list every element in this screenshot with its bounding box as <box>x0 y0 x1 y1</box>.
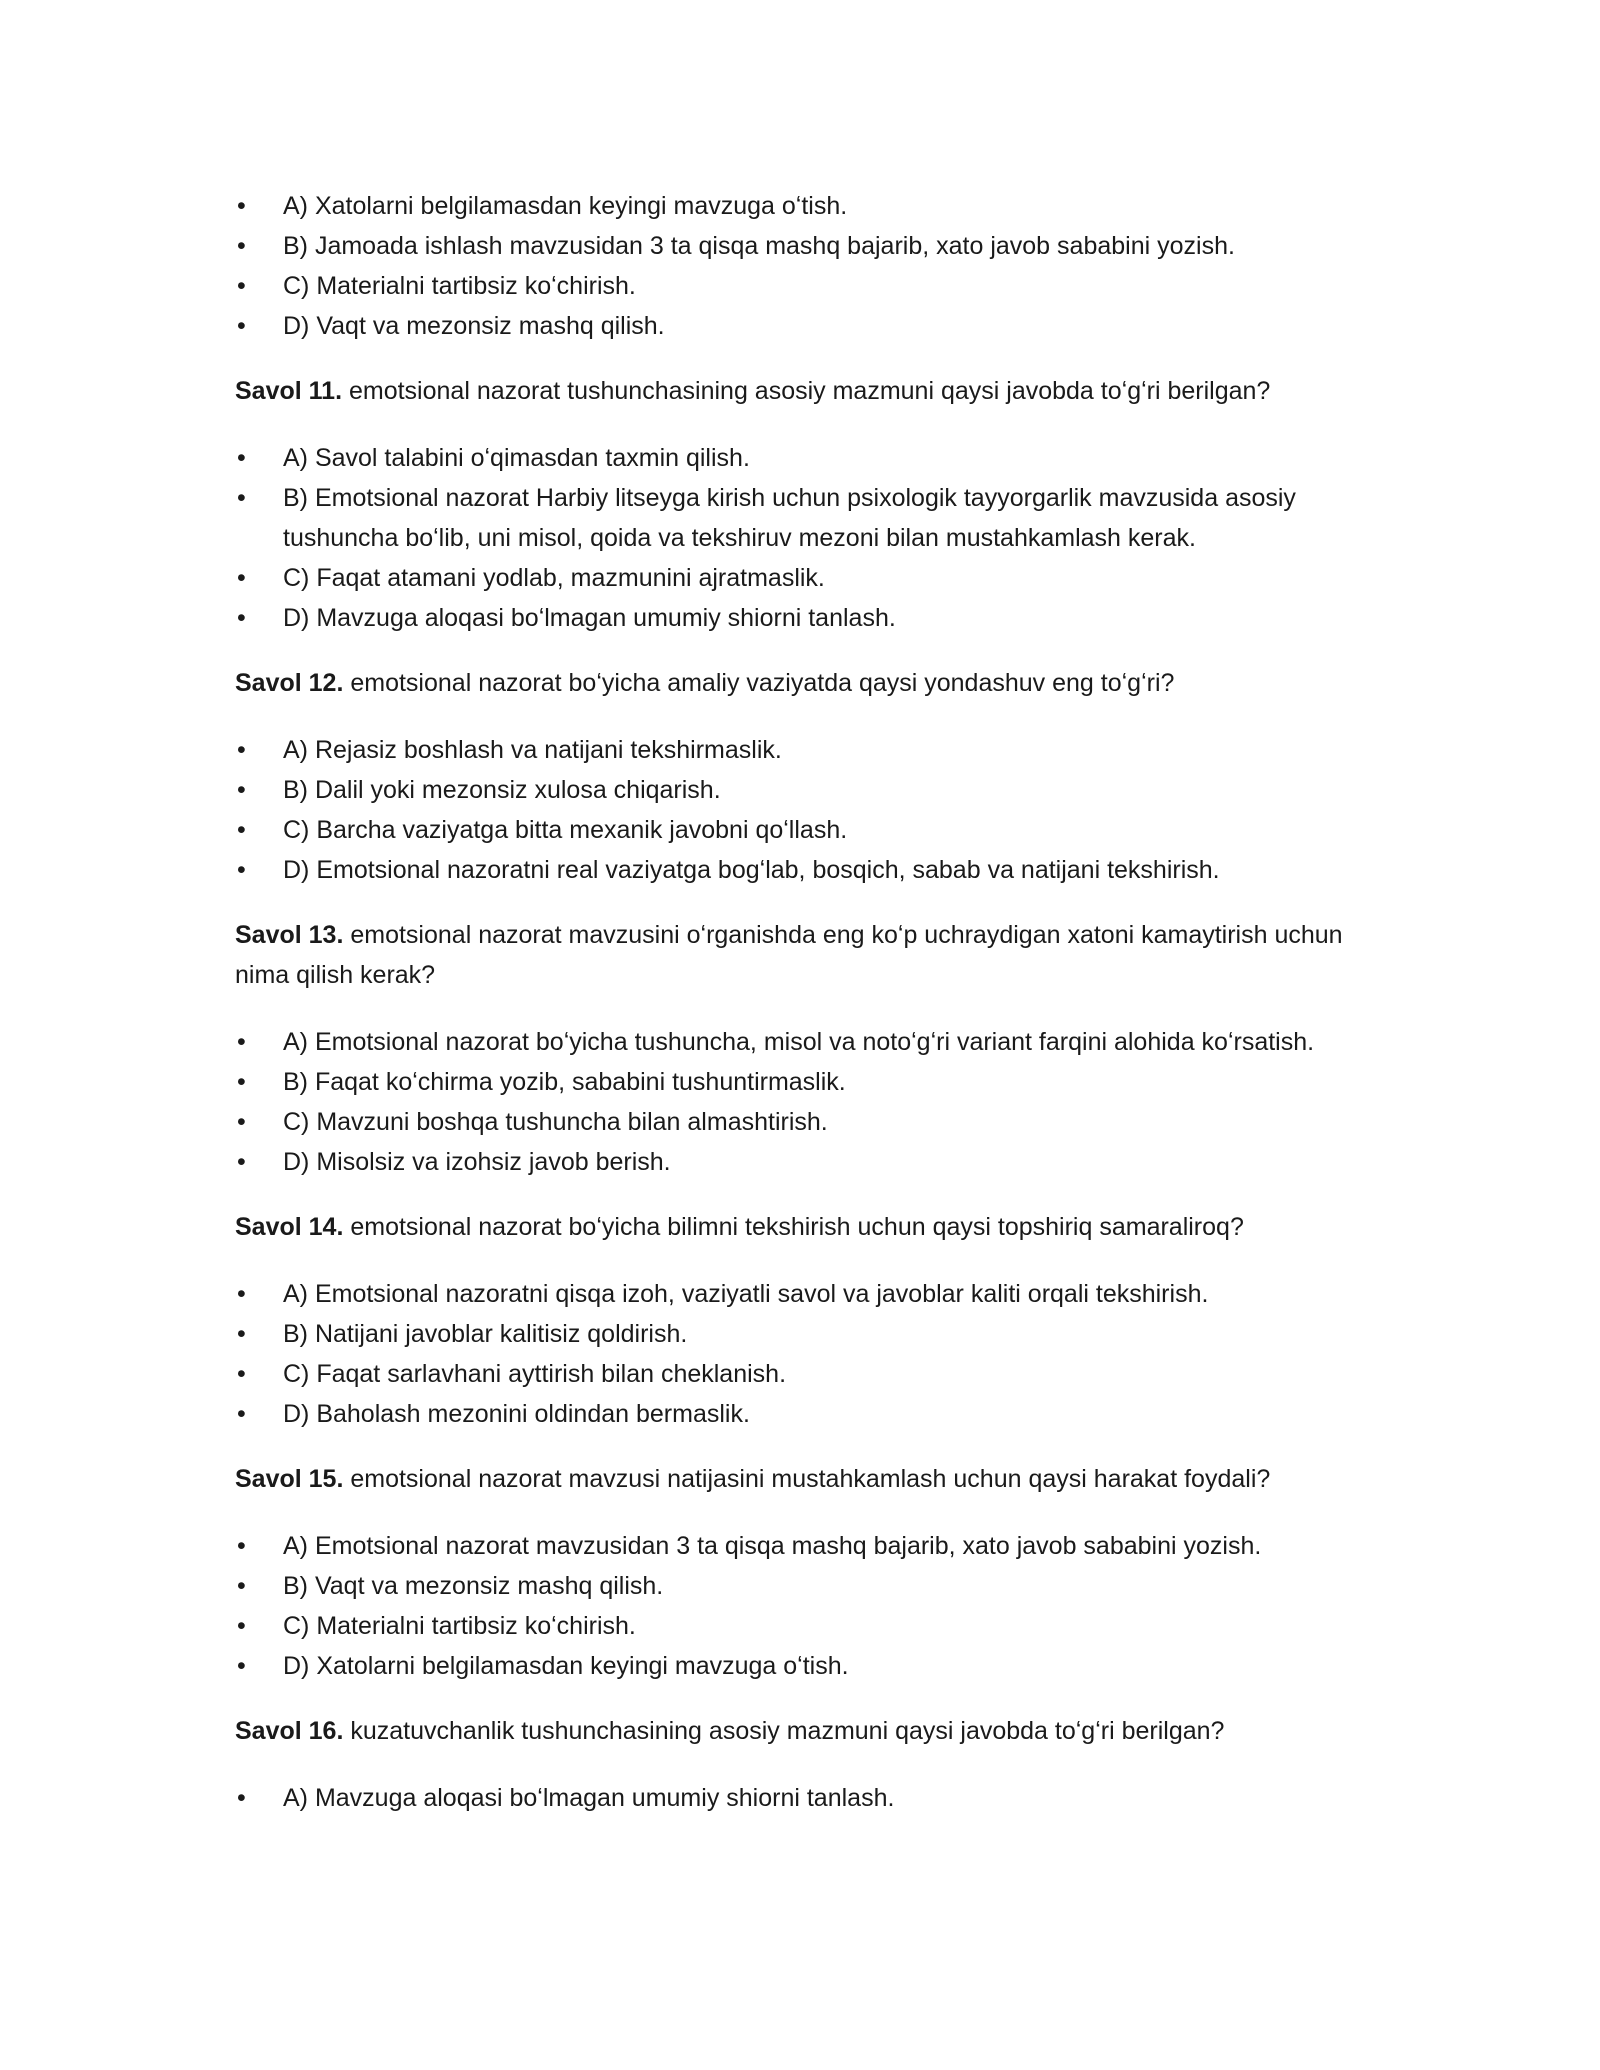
option-item <box>235 478 1365 558</box>
option-list <box>235 1022 1365 1182</box>
option-item <box>235 1526 1365 1566</box>
question-number: Savol 11. <box>235 377 343 405</box>
option-item <box>235 186 1365 226</box>
bullet-icon: • <box>237 1108 246 1136</box>
option-list <box>235 438 1365 638</box>
bullet-icon: • <box>237 564 246 592</box>
bullet-icon: • <box>237 1360 246 1388</box>
question-heading <box>235 1207 1365 1247</box>
option-text: B) Emotsional nazorat Harbiy litseyga kirish uchun psixologik tayyorgarlik mavzusida asosiy tushuncha boʻlib, uni misol, qoida va tekshiruv mezoni bilan mustahkamlash kerak. <box>283 484 1296 552</box>
bullet-icon: • <box>237 736 246 764</box>
option-item <box>235 1274 1365 1314</box>
option-list <box>235 1274 1365 1434</box>
question-number: Savol 15. <box>235 1465 344 1493</box>
question-number: Savol 14. <box>235 1213 344 1241</box>
option-text: C) Faqat atamani yodlab, mazmunini ajratmaslik. <box>283 564 825 592</box>
option-item <box>235 810 1365 850</box>
option-text: A) Mavzuga aloqasi boʻlmagan umumiy shiorni tanlash. <box>283 1784 895 1812</box>
option-item <box>235 1354 1365 1394</box>
option-item <box>235 266 1365 306</box>
option-list <box>235 1778 1365 1818</box>
option-text: A) Savol talabini oʻqimasdan taxmin qilish. <box>283 444 750 472</box>
question-heading <box>235 663 1365 703</box>
bullet-icon: • <box>237 1028 246 1056</box>
option-item <box>235 1142 1365 1182</box>
option-text: B) Vaqt va mezonsiz mashq qilish. <box>283 1572 664 1600</box>
option-text: A) Emotsional nazorat boʻyicha tushuncha, misol va notoʻgʻri variant farqini alohida koʻrsatish. <box>283 1028 1315 1056</box>
question-heading <box>235 1459 1365 1499</box>
bullet-icon: • <box>237 192 246 220</box>
option-text: B) Jamoada ishlash mavzusidan 3 ta qisqa mashq bajarib, xato javob sababini yozish. <box>283 232 1235 260</box>
bullet-icon: • <box>237 604 246 632</box>
option-item <box>235 1022 1365 1062</box>
option-item <box>235 850 1365 890</box>
question-number: Savol 13. <box>235 921 344 949</box>
option-item <box>235 770 1365 810</box>
option-text: A) Xatolarni belgilamasdan keyingi mavzuga oʻtish. <box>283 192 848 220</box>
option-text: D) Baholash mezonini oldindan bermaslik. <box>283 1400 750 1428</box>
option-text: C) Faqat sarlavhani ayttirish bilan cheklanish. <box>283 1360 787 1388</box>
bullet-icon: • <box>237 1532 246 1560</box>
bullet-icon: • <box>237 1280 246 1308</box>
option-item <box>235 226 1365 266</box>
bullet-icon: • <box>237 1652 246 1680</box>
option-item <box>235 1394 1365 1434</box>
option-item <box>235 1778 1365 1818</box>
question-heading <box>235 371 1365 411</box>
option-text: B) Natijani javoblar kalitisiz qoldirish. <box>283 1320 688 1348</box>
question-text: emotsional nazorat mavzusini oʻrganishda eng koʻp uchraydigan xatoni kamaytirish uchun nima qilish kerak? <box>235 921 1343 989</box>
option-item <box>235 558 1365 598</box>
question-heading <box>235 1711 1365 1751</box>
option-text: C) Barcha vaziyatga bitta mexanik javobni qoʻllash. <box>283 816 848 844</box>
option-text: D) Vaqt va mezonsiz mashq qilish. <box>283 312 665 340</box>
option-text: D) Mavzuga aloqasi boʻlmagan umumiy shiorni tanlash. <box>283 604 896 632</box>
option-text: D) Misolsiz va izohsiz javob berish. <box>283 1148 671 1176</box>
option-list <box>235 730 1365 890</box>
bullet-icon: • <box>237 1572 246 1600</box>
option-item <box>235 1646 1365 1686</box>
question-text: emotsional nazorat mavzusi natijasini mustahkamlash uchun qaysi harakat foydali? <box>343 1465 1271 1493</box>
bullet-icon: • <box>237 856 246 884</box>
option-text: C) Mavzuni boshqa tushuncha bilan almashtirish. <box>283 1108 828 1136</box>
option-item <box>235 1314 1365 1354</box>
option-text: C) Materialni tartibsiz koʻchirish. <box>283 272 636 300</box>
option-list <box>235 186 1365 346</box>
bullet-icon: • <box>237 776 246 804</box>
bullet-icon: • <box>237 816 246 844</box>
option-text: D) Emotsional nazoratni real vaziyatga bogʻlab, bosqich, sabab va natijani tekshirish. <box>283 856 1220 884</box>
document-page <box>235 186 1365 1818</box>
option-item <box>235 1062 1365 1102</box>
bullet-icon: • <box>237 1148 246 1176</box>
bullet-icon: • <box>237 1320 246 1348</box>
question-text: emotsional nazorat tushunchasining asosiy mazmuni qaysi javobda toʻgʻri berilgan? <box>342 377 1271 405</box>
question-number: Savol 12. <box>235 669 344 697</box>
question-text: emotsional nazorat boʻyicha bilimni tekshirish uchun qaysi topshiriq samaraliroq? <box>343 1213 1244 1241</box>
bullet-icon: • <box>237 484 246 512</box>
bullet-icon: • <box>237 272 246 300</box>
bullet-icon: • <box>237 312 246 340</box>
option-item <box>235 438 1365 478</box>
option-item <box>235 1566 1365 1606</box>
option-text: C) Materialni tartibsiz koʻchirish. <box>283 1612 636 1640</box>
bullet-icon: • <box>237 444 246 472</box>
question-heading <box>235 915 1365 995</box>
bullet-icon: • <box>237 1068 246 1096</box>
option-item <box>235 598 1365 638</box>
option-item <box>235 306 1365 346</box>
bullet-icon: • <box>237 232 246 260</box>
option-text: B) Faqat koʻchirma yozib, sababini tushuntirmaslik. <box>283 1068 846 1096</box>
bullet-icon: • <box>237 1612 246 1640</box>
question-number: Savol 16. <box>235 1717 344 1745</box>
question-text: kuzatuvchanlik tushunchasining asosiy mazmuni qaysi javobda toʻgʻri berilgan? <box>343 1717 1225 1745</box>
option-item <box>235 1606 1365 1646</box>
bullet-icon: • <box>237 1784 246 1812</box>
option-item <box>235 730 1365 770</box>
option-item <box>235 1102 1365 1142</box>
option-list <box>235 1526 1365 1686</box>
option-text: A) Emotsional nazorat mavzusidan 3 ta qisqa mashq bajarib, xato javob sababini yozish. <box>283 1532 1262 1560</box>
question-text: emotsional nazorat boʻyicha amaliy vaziyatda qaysi yondashuv eng toʻgʻri? <box>343 669 1175 697</box>
option-text: A) Emotsional nazoratni qisqa izoh, vaziyatli savol va javoblar kaliti orqali tekshirish. <box>283 1280 1209 1308</box>
bullet-icon: • <box>237 1400 246 1428</box>
option-text: B) Dalil yoki mezonsiz xulosa chiqarish. <box>283 776 721 804</box>
option-text: A) Rejasiz boshlash va natijani tekshirmaslik. <box>283 736 782 764</box>
option-text: D) Xatolarni belgilamasdan keyingi mavzuga oʻtish. <box>283 1652 849 1680</box>
